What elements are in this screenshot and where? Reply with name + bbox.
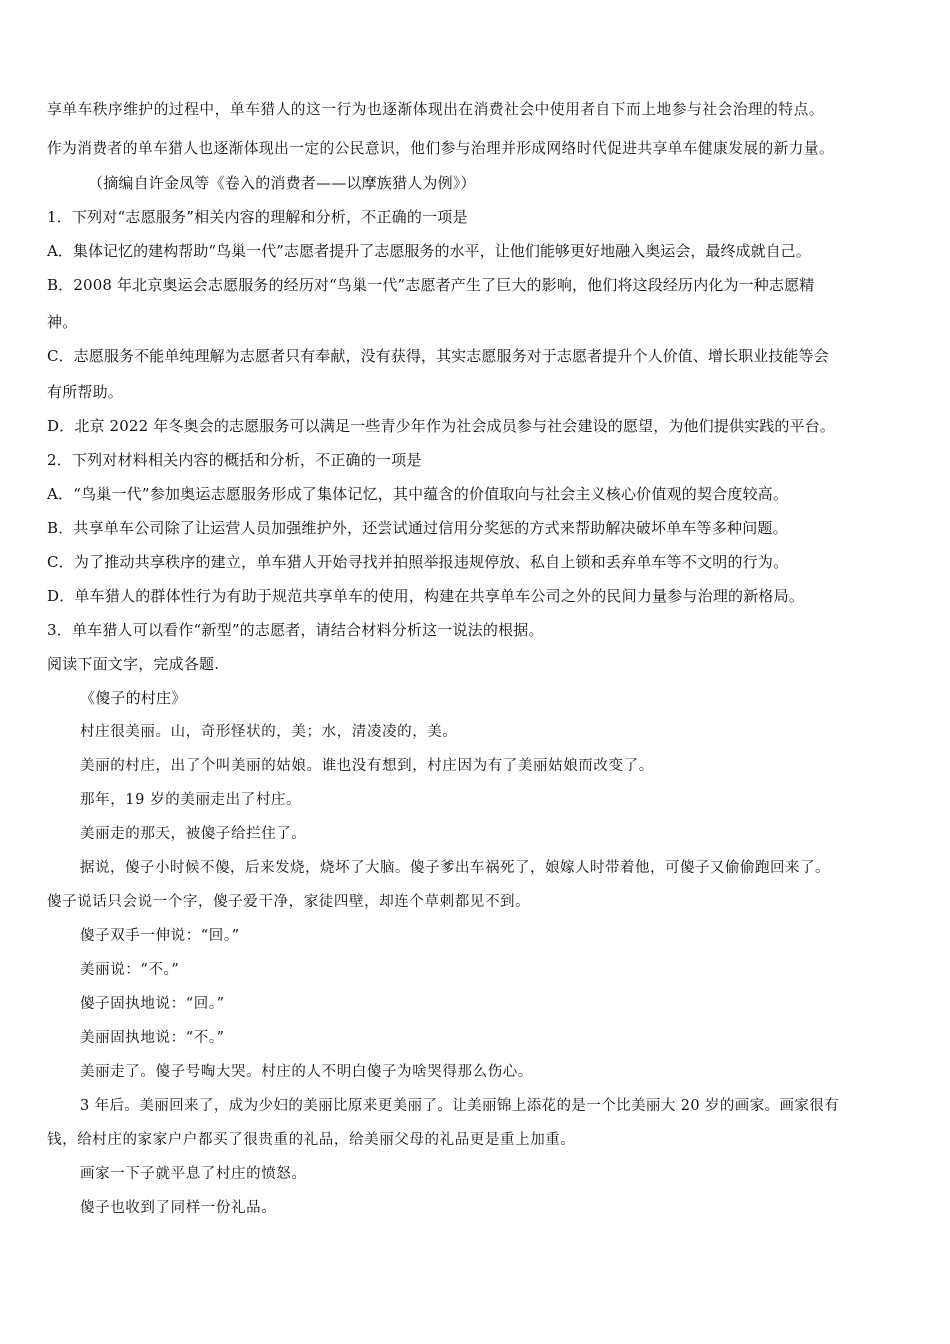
story-paragraph-cont: 傻子说话只会说一个字，傻子爱干净，家徒四壁，却连个草刺都见不到。 bbox=[47, 894, 531, 910]
story-paragraph: 3 年后。美丽回来了，成为少妇的美丽比原来更美丽了。让美丽锦上添花的是一个比美丽大 20 岁的画家。画家很有 bbox=[80, 1098, 840, 1114]
question-1-option-b-cont: 神。 bbox=[47, 313, 78, 331]
question-1-option-d: D．北京 2022 年冬奥会的志愿服务可以满足一些青少年作为社会成员参与社会建设的愿望，为他们提供实践的平台。 bbox=[47, 417, 835, 435]
story-paragraph: 美丽固执地说：“不。” bbox=[80, 1030, 225, 1046]
story-paragraph: 据说，傻子小时候不傻，后来发烧，烧坏了大脑。傻子爹出车祸死了，娘嫁人时带着他，可傻子又偷偷跑回来了。 bbox=[80, 860, 830, 876]
story-paragraph: 画家一下子就平息了村庄的愤怒。 bbox=[80, 1166, 307, 1182]
reading-intro: 阅读下面文字，完成各题. bbox=[47, 655, 220, 673]
story-paragraph: 美丽的村庄，出了个叫美丽的姑娘。谁也没有想到，村庄因为有了美丽姑娘而改变了。 bbox=[80, 758, 654, 774]
question-1-option-c: C．志愿服务不能单纯理解为志愿者只有奉献，没有获得，其实志愿服务对于志愿者提升个人价值、增长职业技能等会 bbox=[47, 347, 829, 365]
story-paragraph: 傻子也收到了同样一份礼品。 bbox=[80, 1200, 277, 1216]
question-2-stem: 2．下列对材料相关内容的概括和分析，不正确的一项是 bbox=[47, 451, 422, 469]
question-1-option-b: B．2008 年北京奥运会志愿服务的经历对“鸟巢一代”志愿者产生了巨大的影响，他们将这段经历内化为一种志愿精 bbox=[47, 276, 815, 294]
story-paragraph: 美丽走的那天，被傻子给拦住了。 bbox=[80, 826, 307, 842]
question-1-option-c-cont: 有所帮助。 bbox=[47, 383, 124, 401]
story-paragraph: 美丽走了。傻子号啕大哭。村庄的人不明白傻子为啥哭得那么伤心。 bbox=[80, 1064, 533, 1080]
question-1-option-a: A．集体记忆的建构帮助“鸟巢一代”志愿者提升了志愿服务的水平，让他们能够更好地融入奥运会，最终成就自己。 bbox=[47, 242, 811, 260]
passage-source: （摘编自许金凤等《卷入的消费者——以摩族猎人为例》） bbox=[88, 174, 476, 192]
question-2-option-c: C．为了推动共享秩序的建立，单车猎人开始寻找并拍照举报违规停放、私自上锁和丢弃单车等不文明的行为。 bbox=[47, 553, 789, 571]
passage-line: 作为消费者的单车猎人也逐渐体现出一定的公民意识，他们参与治理并形成网络时代促进共享单车健康发展的新力量。 bbox=[47, 140, 835, 157]
passage-line: 享单车秩序维护的过程中，单车猎人的这一行为也逐渐体现出在消费社会中使用者自下而上地参与社会治理的特点。 bbox=[47, 101, 825, 118]
story-paragraph: 那年，19 岁的美丽走出了村庄。 bbox=[80, 792, 302, 808]
question-3-stem: 3．单车猎人可以看作“新型”的志愿者，请结合材料分析这一说法的根据。 bbox=[47, 621, 544, 639]
question-2-option-a: A．“鸟巢一代”参加奥运志愿服务形成了集体记忆，其中蕴含的价值取向与社会主义核心价值观的契合度较高。 bbox=[47, 485, 789, 503]
story-paragraph-cont: 钱，给村庄的家家户户都买了很贵重的礼品，给美丽父母的礼品更是重上加重。 bbox=[47, 1132, 576, 1148]
story-paragraph: 傻子固执地说：“回。” bbox=[80, 996, 225, 1012]
question-1-stem: 1．下列对“志愿服务”相关内容的理解和分析，不正确的一项是 bbox=[47, 208, 468, 226]
story-title: 《傻子的村庄》 bbox=[80, 689, 187, 707]
question-2-option-b: B．共享单车公司除了让运营人员加强维护外，还尝试通过信用分奖惩的方式来帮助解决破坏单车等多种问题。 bbox=[47, 519, 788, 537]
story-paragraph: 美丽说：“不。” bbox=[80, 962, 180, 978]
question-2-option-d: D．单车猎人的群体性行为有助于规范共享单车的使用，构建在共享单车公司之外的民间力量参与治理的新格局。 bbox=[47, 587, 805, 605]
story-paragraph: 傻子双手一伸说：“回。” bbox=[80, 928, 240, 944]
story-paragraph: 村庄很美丽。山，奇形怪状的，美；水，清凌凌的，美。 bbox=[80, 724, 458, 740]
